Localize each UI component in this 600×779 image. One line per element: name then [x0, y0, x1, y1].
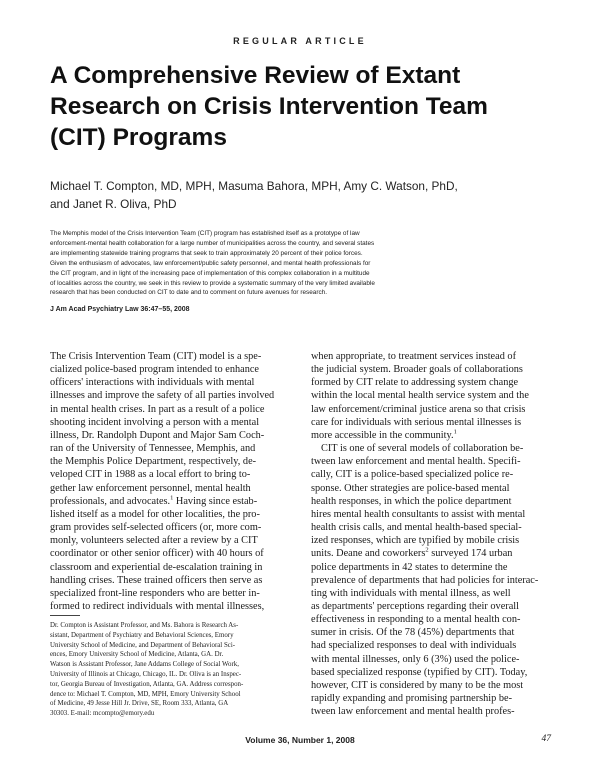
abstract — [50, 229, 570, 298]
body-line: illness, Dr. Randolph Dupont and Major Sam Coch- — [50, 429, 265, 441]
title-line: A Comprehensive Review of Extant — [50, 62, 461, 89]
body-line: within the local mental health service system and the — [311, 390, 529, 402]
footnote-line: Dr. Compton is Assistant Professor, and Ms. Bahora is Research As- — [50, 622, 239, 629]
footnote-line: Watson is Assistant Professor, Jane Addams College of Social Work, — [50, 661, 239, 669]
abstract-line: Given the enthusiasm of advocates, law enforcement/public safety personnel, and mental health professionals for — [50, 259, 371, 267]
abstract-line: the CIT program, and in light of the increasing pace of implementation of this complex collaboration in a multitude — [50, 269, 370, 277]
body-column-right — [311, 350, 565, 718]
author-line: and Janet R. Oliva, PhD — [50, 197, 177, 211]
body-line: classroom and experiential de-escalation training in — [50, 561, 263, 573]
body-line: law enforcement/criminal justice arena so that crisis — [311, 403, 526, 415]
section-label: REGULAR ARTICLE — [233, 36, 367, 46]
body-line: formed to redirect individuals with mental illnesses, — [50, 600, 265, 612]
body-line: cialized police-based program intended to enhance — [50, 364, 259, 376]
body-line — [50, 495, 304, 508]
body-line: cally, CIT is a police-based specialized police re- — [311, 469, 514, 481]
abstract-line: are implementing statewide training programs that seek to train approximately 20 percent of their police forces. — [50, 249, 363, 257]
author-affiliation-footnote — [50, 621, 304, 719]
footnote-line: ences, Emory University School of Medicine, Atlanta, GA. Dr. — [50, 651, 224, 659]
footnote-divider — [50, 615, 80, 616]
body-line: sumer in crisis. Of the 78 (45%) departments that — [311, 627, 515, 639]
body-line: veloped CIT in 1988 as a local effort to bring to- — [50, 469, 251, 481]
body-line: gram provides self-selected officers (or, more com- — [50, 522, 262, 534]
body-line: health crisis calls, and mental health-based special- — [311, 522, 522, 534]
body-line: care for individuals with serious mental illnesses is — [311, 416, 522, 428]
abstract-line: research that has been conducted on CIT to date and to comment on future avenues for research. — [50, 289, 327, 297]
body-line: formed by CIT relate to addressing system change — [311, 377, 519, 389]
footnote-line: dence to: Michael T. Compton, MD, MPH, Emory University School — [50, 690, 241, 698]
body-line: tween law enforcement and mental health profes- — [311, 706, 515, 718]
body-line: gether law enforcement personnel, mental health — [50, 482, 251, 494]
body-line: handling crises. These trained officers then serve as — [50, 574, 263, 586]
page-number: 47 — [541, 734, 551, 744]
volume-footer: Volume 36, Number 1, 2008 — [245, 735, 355, 745]
abstract-line: enforcement-mental health collaboration for a large number of municipalities across the country, and several states — [50, 239, 375, 247]
body-line: tween law enforcement and mental health. Specifi- — [311, 456, 521, 468]
body-line: sponse. Other strategies are police-based mental — [311, 482, 510, 494]
body-line: effectiveness in responding to a mental health con- — [311, 614, 521, 626]
body-line: ting with individuals with mental illness, as well — [311, 587, 511, 599]
body-line: based specialized response (typified by CIT). Today, — [311, 666, 528, 678]
body-line: had specialized responses to deal with individuals — [311, 640, 517, 652]
footnote-line: 30303. E-mail: mcompto@emory.edu — [50, 710, 155, 718]
body-line: monly, volunteers selected after a review by a CIT — [50, 535, 258, 547]
footnote-line: sistant, Department of Psychiatry and Behavioral Sciences, Emory — [50, 631, 234, 639]
body-line: officers' interactions with individuals with mental — [50, 377, 255, 389]
abstract-line: of localities across the country, we seek in this review to provide a systematic summary of the very limited available — [50, 279, 375, 287]
body-line: specialized front-line responders who are better in- — [50, 587, 260, 599]
body-column-left — [50, 350, 304, 613]
abstract-line: The Memphis model of the Crisis Intervention Team (CIT) program has established itself as a prototype of law — [50, 230, 360, 237]
body-line: the judicial system. Broader goals of collaborations — [311, 364, 523, 376]
body-line: the Memphis Police Department, respectively, de- — [50, 456, 257, 468]
reference-superscript: 1 — [170, 494, 174, 502]
body-text: more accessible in the community. — [311, 429, 454, 441]
footnote-line: University School of Medicine, and Department of Behavioral Sci- — [50, 641, 236, 649]
body-line: when appropriate, to treatment services instead of — [311, 351, 517, 362]
title-line: (CIT) Programs — [50, 124, 227, 151]
body-line: The Crisis Intervention Team (CIT) model is a spe- — [50, 351, 262, 362]
body-line: rapidly expanding and promising partnership be- — [311, 693, 513, 705]
author-list — [50, 177, 570, 213]
reference-superscript: 2 — [425, 546, 429, 554]
footnote-line: tor, Georgia Bureau of Investigation, Atlanta, GA. Address correspon- — [50, 680, 244, 688]
body-text: surveyed 174 urban — [428, 548, 513, 560]
footnote-line: of Medicine, 49 Jesse Hill Jr. Drive, SE, Room 333, Atlanta, GA — [50, 700, 229, 708]
article-title — [50, 60, 570, 153]
body-line: shooting incident involving a person with a mental — [50, 416, 260, 428]
title-line: Research on Crisis Intervention Team — [50, 93, 488, 120]
body-line: however, CIT is considered by many to be the most — [311, 679, 524, 691]
body-line — [311, 547, 565, 560]
body-line: CIT is one of several models of collaboration be- — [321, 443, 524, 455]
journal-citation: J Am Acad Psychiatry Law 36:47–55, 2008 — [50, 306, 190, 313]
body-line: lished itself as a model for other localities, the pro- — [50, 508, 260, 520]
body-text: Having since estab- — [173, 495, 258, 507]
body-line: hires mental health consultants to assist with mental — [311, 508, 526, 520]
body-line: health responses, in which the police department — [311, 495, 512, 507]
reference-superscript: 1 — [453, 428, 457, 436]
author-line: Michael T. Compton, MD, MPH, Masuma Bahora, MPH, Amy C. Watson, PhD, — [50, 179, 458, 193]
body-line: with mental illnesses, only 6 (3%) used the police- — [311, 653, 520, 665]
body-line: as departments' perceptions regarding their overall — [311, 600, 519, 612]
body-line: prevalence of departments that had policies for interac- — [311, 574, 539, 586]
body-line: ran of the University of Tennessee, Memphis, and — [50, 443, 256, 455]
body-line: coordinator or other senior officer) with 40 hours of — [50, 548, 264, 560]
body-text: units. Deane and coworkers — [311, 548, 426, 560]
body-line: ized responses, which are typified by mobile crisis — [311, 535, 520, 547]
body-line: in mental health crises. In part as a result of a police — [50, 403, 265, 415]
body-text: professionals, and advocates. — [50, 495, 171, 507]
body-line — [311, 429, 565, 442]
body-line: police departments in 42 states to determine the — [311, 561, 508, 573]
footnote-line: University of Illinois at Chicago, Chicago, IL. Dr. Oliva is an Inspec- — [50, 670, 242, 678]
body-line: illnesses and improve the safety of all parties involved — [50, 390, 275, 402]
